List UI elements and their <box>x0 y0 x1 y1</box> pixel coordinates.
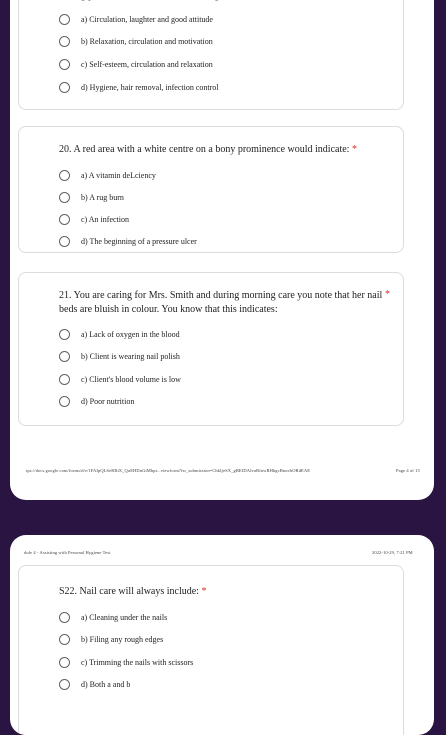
required-asterisk: * <box>351 144 357 155</box>
radio-button[interactable] <box>59 170 70 181</box>
question-text-line-1: 21. You are caring for Mrs. Smith and during morning care you note that her nail <box>59 290 383 301</box>
radio-button[interactable] <box>59 612 70 623</box>
document-header-title: dule 4 - Assisting with Personal Hygiene Test <box>24 550 111 555</box>
option-19c[interactable] <box>59 57 213 71</box>
option-label: a) A vitamin deLciency <box>81 170 156 180</box>
question-card-20 <box>18 126 404 253</box>
question-title <box>39 0 230 3</box>
required-asterisk <box>225 0 230 1</box>
option-21d[interactable] <box>59 394 134 408</box>
radio-button[interactable] <box>59 351 70 362</box>
option-22d[interactable] <box>59 677 130 691</box>
option-22b[interactable] <box>59 632 163 646</box>
question-text: 20. A red area with a white centre on a bony prominence would indicate: <box>59 144 350 155</box>
radio-button[interactable] <box>59 657 70 668</box>
question-text: S22. Nail care will always include: <box>59 586 199 597</box>
option-label: d) Both a and b <box>81 679 131 689</box>
option-label: a) Lack of oxygen in the blood <box>81 329 180 339</box>
option-20d[interactable] <box>59 234 197 248</box>
form-page-2 <box>10 535 434 735</box>
option-22c[interactable] <box>59 655 193 669</box>
question-title <box>59 289 383 317</box>
option-label: c) Self-esteem, circulation and relaxation <box>81 59 213 69</box>
footer-url: tps://docs.google.com/forms/d/e/1FAIpQLSeRRiX_QuEHDuGtMhpr...viewform?fsr_submission=ChkIjeSX_gBEIDAIvaRfuwRHhgcBnuvhORdEAE <box>26 468 311 473</box>
option-21c[interactable] <box>59 372 181 386</box>
option-label: d) Poor nutrition <box>81 396 135 406</box>
radio-button[interactable] <box>59 329 70 340</box>
question-title <box>59 143 357 157</box>
option-label: c) Client's blood volume is low <box>81 374 181 384</box>
question-card-21 <box>18 272 404 426</box>
question-title <box>59 585 206 599</box>
option-label: a) Cleaning under the nails <box>81 612 168 622</box>
option-label: b) A rug burn <box>81 192 124 202</box>
radio-button[interactable] <box>59 236 70 247</box>
radio-button[interactable] <box>59 36 70 47</box>
question-text-line-2: beds are bluish in colour. You know that this indicates: <box>59 304 278 315</box>
radio-button[interactable] <box>59 192 70 203</box>
radio-button[interactable] <box>59 59 70 70</box>
radio-button[interactable] <box>59 374 70 385</box>
radio-button[interactable] <box>59 396 70 407</box>
question-card-19 <box>18 0 404 110</box>
option-label: c) An infection <box>81 214 129 224</box>
document-header-date: 2022-10-29, 7:21 PM <box>372 550 413 555</box>
option-label: c) Trimming the nails with scissors <box>81 657 194 667</box>
option-19b[interactable] <box>59 34 213 48</box>
page-number: Page 4 of 15 <box>396 468 420 473</box>
option-21b[interactable] <box>59 349 180 363</box>
option-22a[interactable] <box>59 610 167 624</box>
option-19d[interactable] <box>59 80 219 94</box>
option-label: d) The beginning of a pressure ulcer <box>81 236 197 246</box>
question-text <box>39 0 222 1</box>
radio-button[interactable] <box>59 82 70 93</box>
radio-button[interactable] <box>59 679 70 690</box>
required-asterisk: * <box>385 289 390 300</box>
option-20a[interactable] <box>59 168 156 182</box>
option-21a[interactable] <box>59 327 180 341</box>
option-label: a) Circulation, laughter and good attitude <box>81 14 213 24</box>
radio-button[interactable] <box>59 14 70 25</box>
option-20c[interactable] <box>59 212 129 226</box>
option-label: b) Filing any rough edges <box>81 634 164 644</box>
option-19a[interactable] <box>59 12 213 26</box>
question-card-22 <box>18 565 404 735</box>
radio-button[interactable] <box>59 214 70 225</box>
radio-button[interactable] <box>59 634 70 645</box>
option-label: b) Client is wearing nail polish <box>81 351 180 361</box>
required-asterisk: * <box>201 586 207 597</box>
option-label: d) Hygiene, hair removal, infection control <box>81 82 219 92</box>
form-page-1 <box>10 0 434 500</box>
option-20b[interactable] <box>59 190 124 204</box>
option-label: b) Relaxation, circulation and motivation <box>81 36 213 46</box>
